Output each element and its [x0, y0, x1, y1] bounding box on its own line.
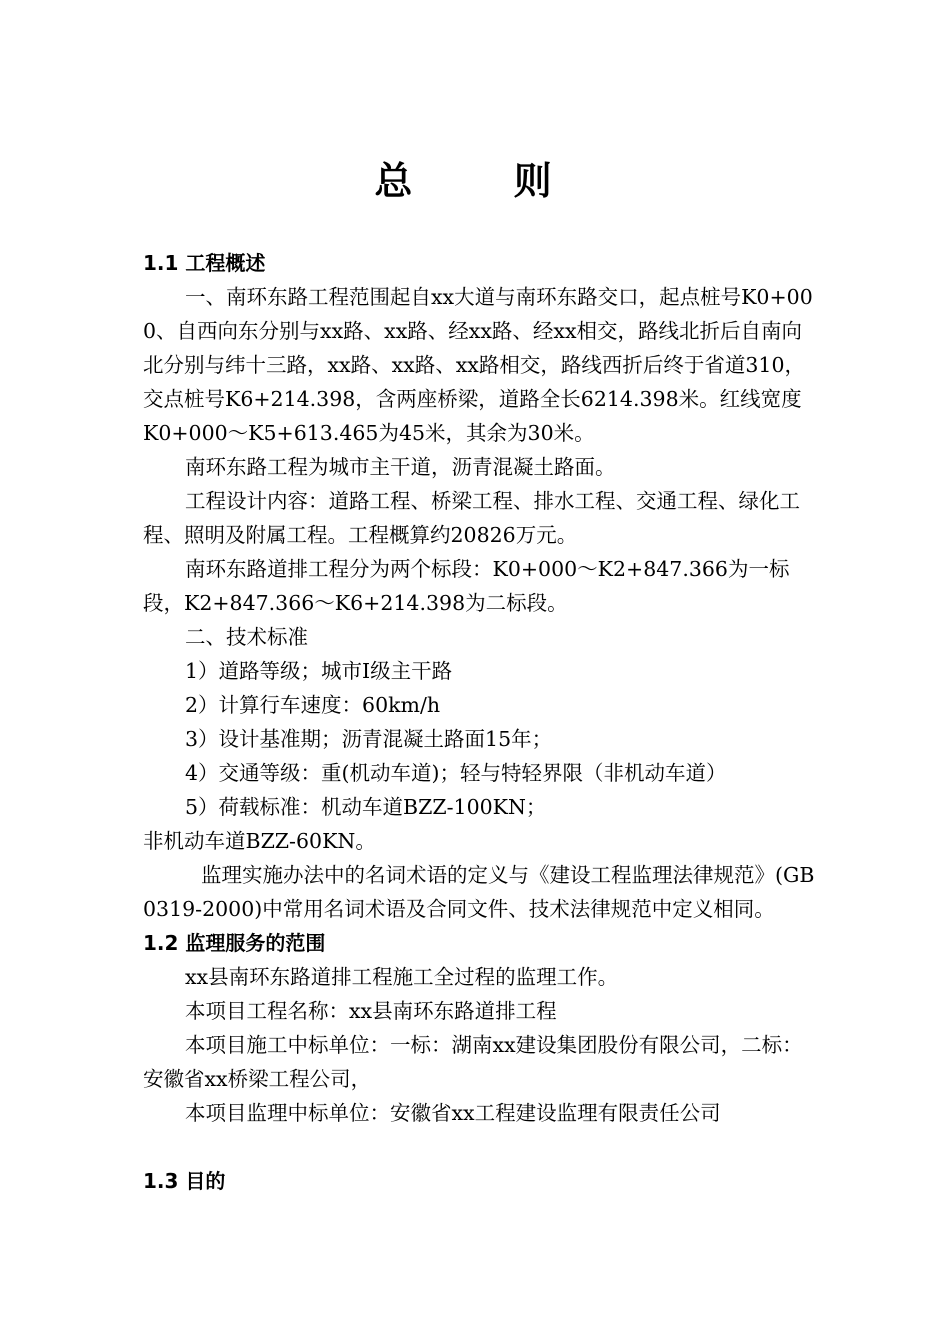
paragraph-terms: 监理实施办法中的名词术语的定义与《建设工程监理法律规范》(GB0319-2000)中常用名词术语及合同文件、技术法律规范中定义相同。	[143, 863, 815, 921]
list-item-design-period: 3）设计基准期；沥青混凝土路面15年；	[185, 727, 553, 751]
section-heading-1-2: 1.2 监理服务的范围	[143, 931, 326, 955]
paragraph-service-scope: xx县南环东路道排工程施工全过程的监理工作。	[185, 965, 619, 989]
paragraph-design-content: 工程设计内容：道路工程、桥梁工程、排水工程、交通工程、绿化工程、照明及附属工程。工程概算约20826万元。	[143, 489, 800, 547]
paragraph-tech-standard-heading: 二、技术标准	[185, 625, 308, 649]
list-item-road-grade: 1）道路等级；城市Ⅰ级主干路	[185, 659, 453, 683]
paragraph-road-type: 南环东路工程为城市主干道，沥青混凝土路面。	[185, 455, 616, 479]
paragraph-sections: 南环东路道排工程分为两个标段：K0+000～K2+847.366为一标段，K2+847.366～K6+214.398为二标段。	[143, 557, 790, 615]
paragraph-project-name: 本项目工程名称：xx县南环东路道排工程	[185, 999, 557, 1023]
page-title: 总 则	[374, 159, 596, 203]
paragraph-supervisor: 本项目监理中标单位：安徽省xx工程建设监理有限责任公司	[185, 1101, 721, 1125]
blank-line	[143, 1130, 815, 1164]
paragraph-contractors: 本项目施工中标单位：一标：湖南xx建设集团股份有限公司，二标：安徽省xx桥梁工程公司，	[143, 1033, 803, 1091]
section-heading-1-1: 1.1 工程概述	[143, 251, 266, 275]
list-item-load-standard: 5）荷载标准：机动车道BZZ-100KN；	[185, 795, 547, 819]
list-item-speed: 2）计算行车速度：60km/h	[185, 693, 441, 717]
list-item-load-standard-cont: 非机动车道BZZ-60KN。	[143, 829, 376, 853]
paragraph-scope: 一、南环东路工程范围起自xx大道与南环东路交口，起点桩号K0+000、自西向东分别与xx路、xx路、经xx路、经xx相交，路线北折后自南向北分别与纬十三路，xx路、xx路、xx路相交，路线西折后终于省道310，交点桩号K6+214.398，含两座桥梁，道路全长6214.398米。红线宽度K0+000～K5+613.465为45米，其余为30米。	[143, 285, 813, 445]
document-body	[143, 246, 815, 1198]
section-heading-1-3: 1.3 目的	[143, 1169, 226, 1193]
list-item-traffic-grade: 4）交通等级：重(机动车道)；轻与特轻界限（非机动车道）	[185, 761, 727, 785]
